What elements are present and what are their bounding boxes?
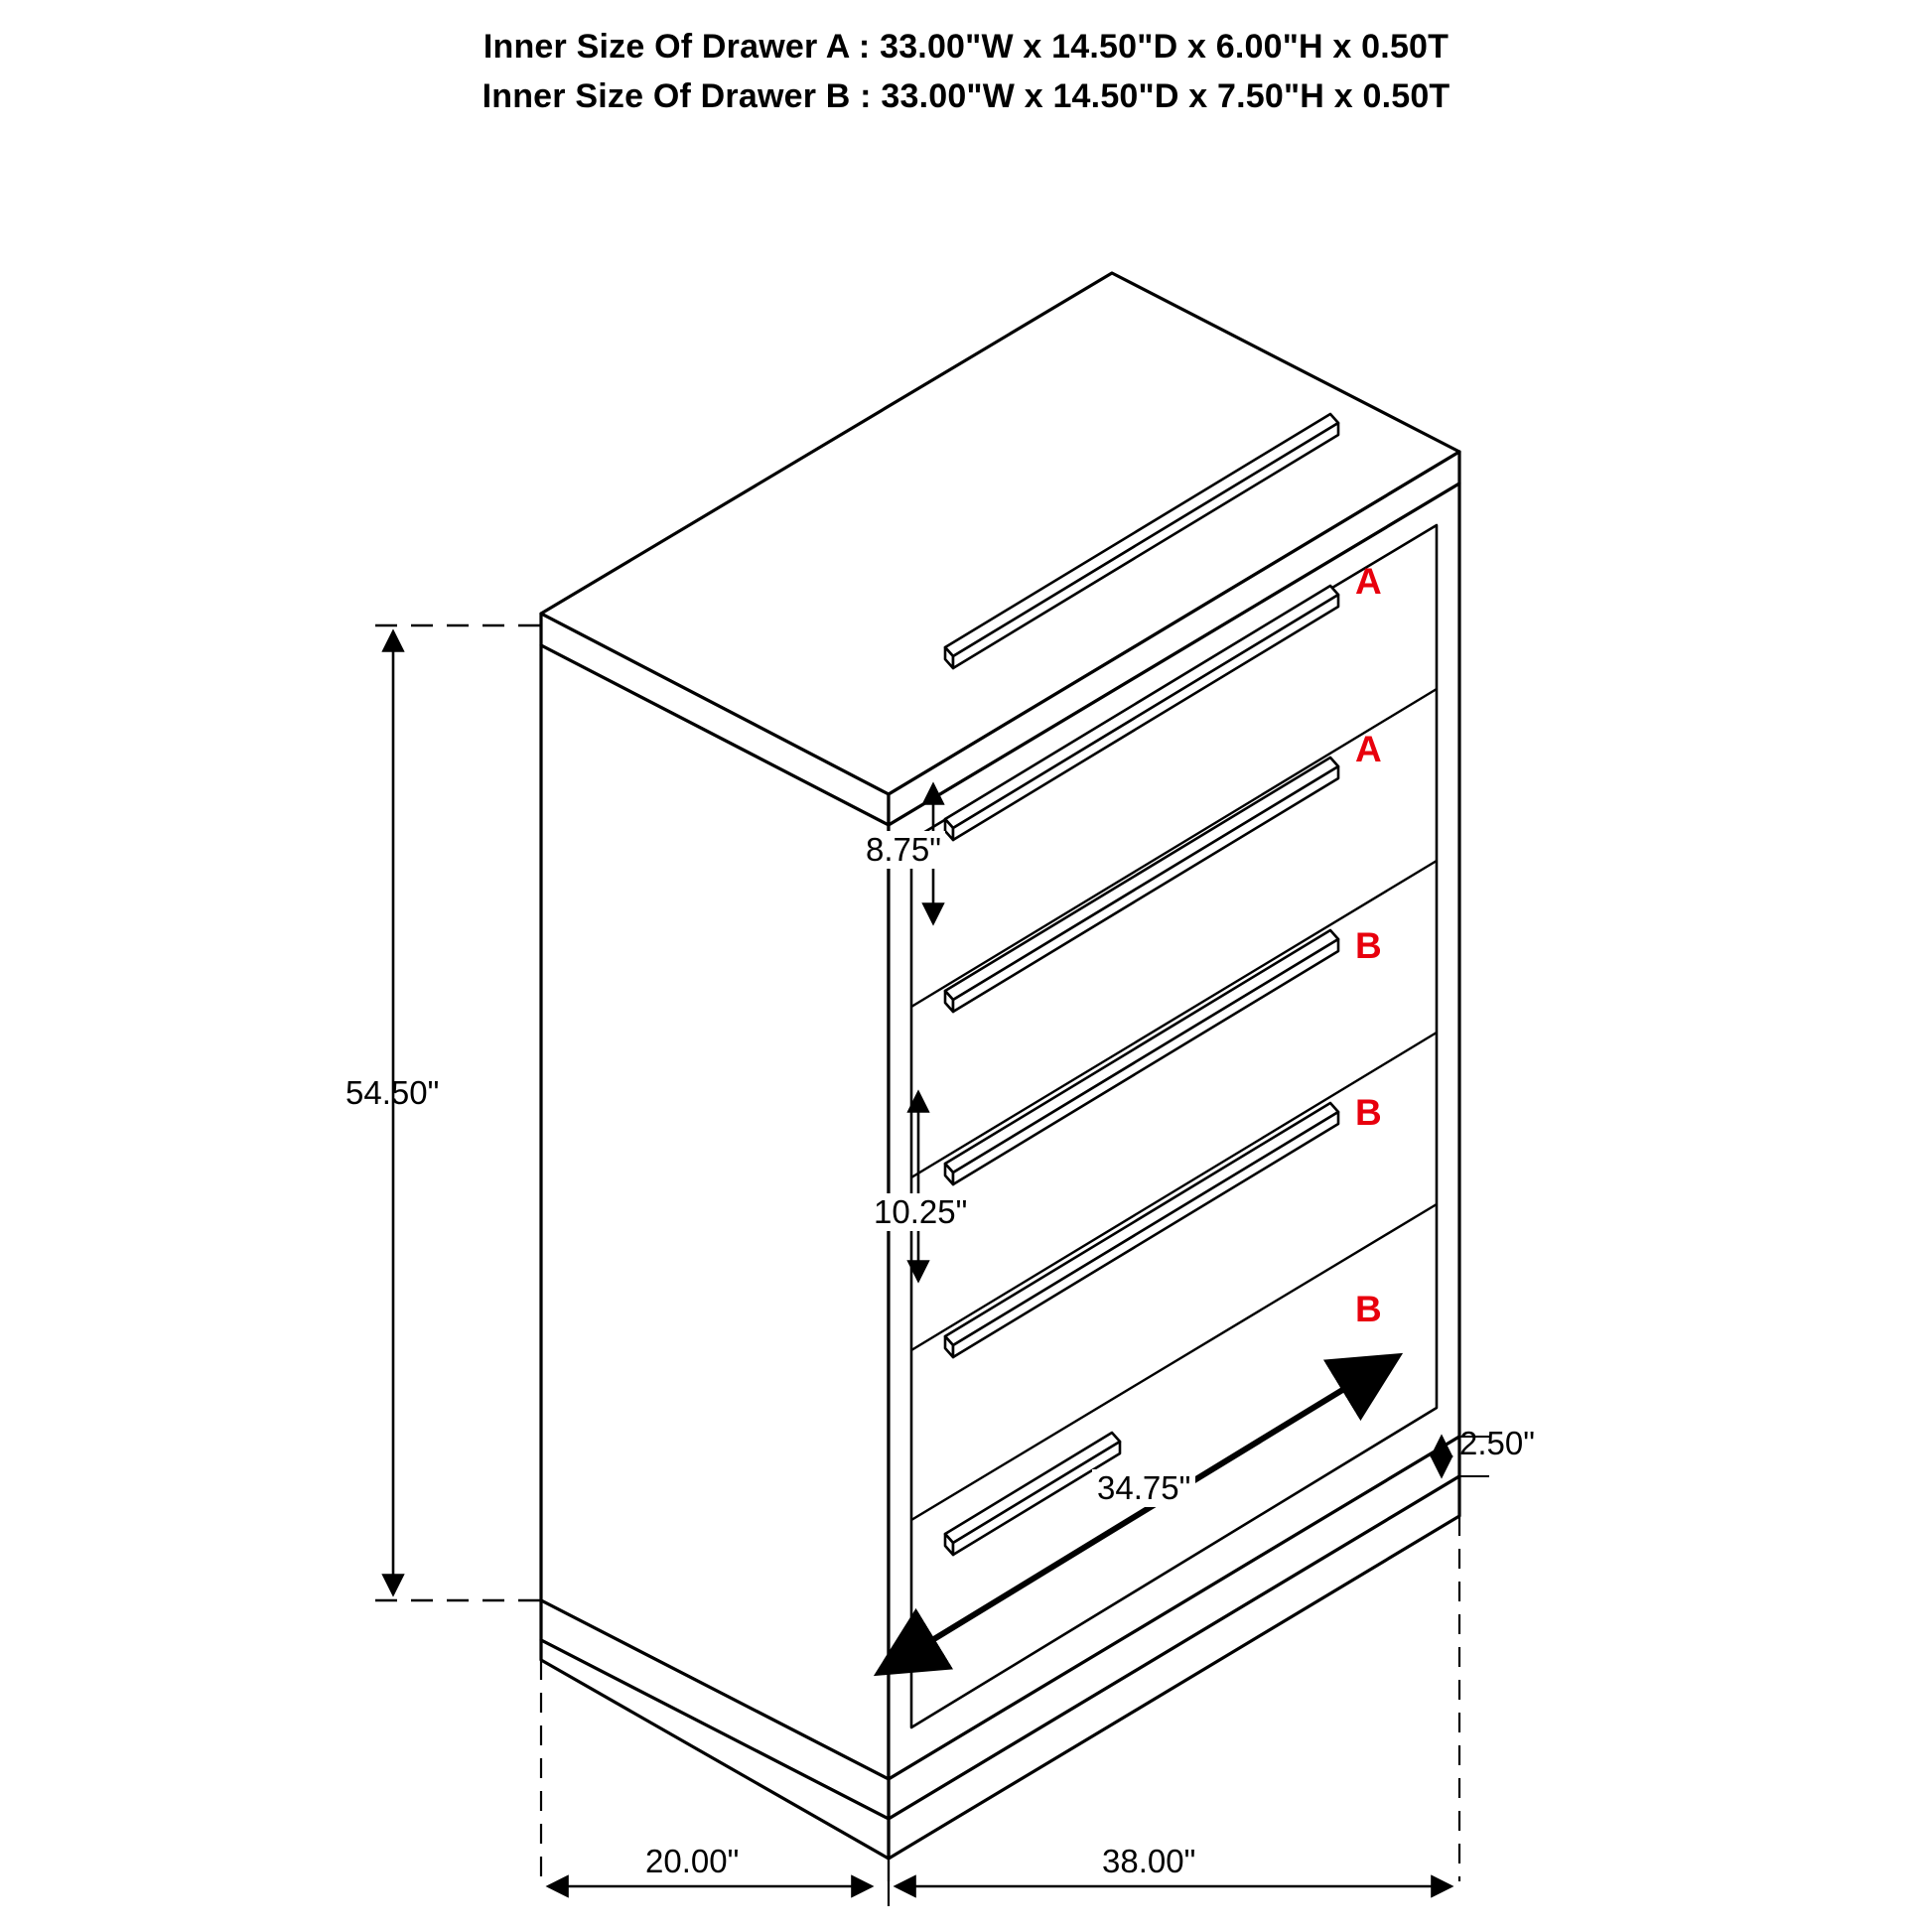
drawer-label-5: B <box>1355 1289 1382 1329</box>
dim-interior-width: 34.75" <box>1092 1469 1195 1507</box>
header-line-drawer-a: Inner Size Of Drawer A : 33.00"W x 14.50"D x 6.00"H x 0.50T <box>483 28 1449 66</box>
drawer-label-2: A <box>1355 729 1382 769</box>
drawer-label-3: B <box>1355 925 1382 966</box>
dim-drawer-a-height: 8.75" <box>862 831 945 869</box>
drawer-label-1: A <box>1355 561 1382 602</box>
dim-total-height: 54.50" <box>345 1074 440 1111</box>
dim-width: 38.00" <box>1102 1843 1196 1879</box>
dim-drawer-b-height: 10.25" <box>870 1193 971 1231</box>
dim-base-height: 2.50" <box>1459 1425 1535 1461</box>
drawer-label-4: B <box>1355 1092 1382 1133</box>
dim-depth: 20.00" <box>645 1843 740 1879</box>
header-line-drawer-b: Inner Size Of Drawer B : 33.00"W x 14.50"D x 7.50"H x 0.50T <box>482 77 1450 115</box>
chest-body <box>541 273 1459 1859</box>
